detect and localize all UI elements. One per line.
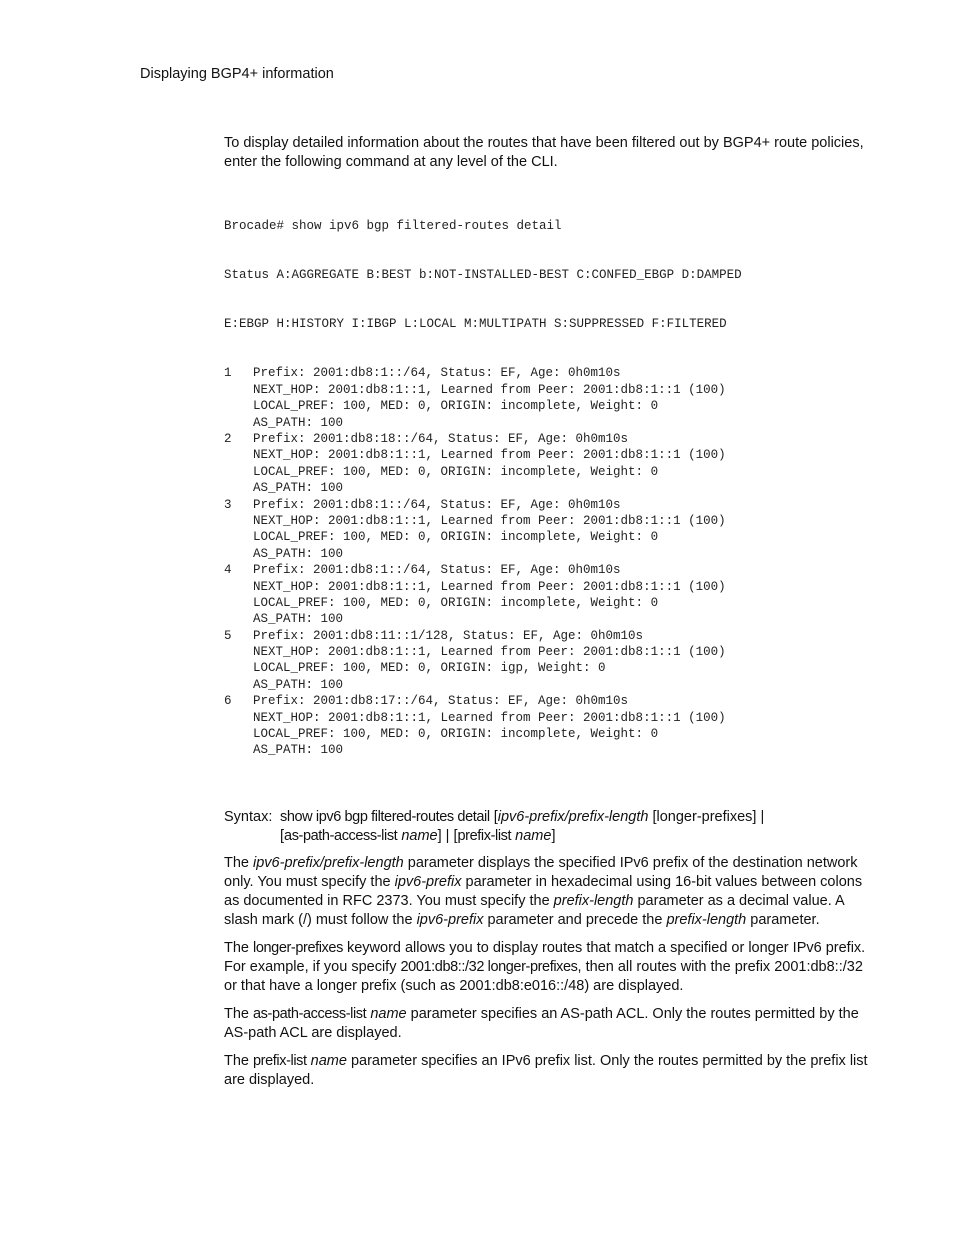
route-line-next-hop [224, 644, 874, 660]
route-field: Prefix: 2001:db8:1::/64, Status: EF, Age: 0h0m10s [253, 366, 621, 381]
route-number [224, 464, 253, 480]
route-number [224, 546, 253, 562]
cli-command: Brocade# show ipv6 bgp filtered-routes detail [224, 218, 562, 233]
route-number [224, 579, 253, 595]
paragraph-prefix-length [224, 854, 874, 930]
page-header: Displaying BGP4+ information [140, 66, 334, 82]
route-field: AS_PATH: 100 [253, 612, 344, 627]
route-line-local-pref [224, 529, 874, 545]
route-number: 2 [224, 431, 232, 446]
route-field: LOCAL_PREF: 100, MED: 0, ORIGIN: incomplete, Weight: 0 [253, 595, 659, 610]
param-name: prefix-length [553, 892, 634, 909]
cli-output-block [224, 185, 874, 792]
syntax-option-longer: [longer-prefixes] | [648, 808, 765, 825]
text: The [224, 854, 254, 871]
syntax-bracket: [ [489, 808, 498, 825]
route-field: AS_PATH: 100 [253, 481, 344, 496]
route-field: NEXT_HOP: 2001:db8:1::1, Learned from Peer: 2001:db8:1::1 (100) [253, 579, 726, 594]
keyword: prefix-list [253, 1052, 307, 1069]
text: The [224, 1052, 254, 1069]
route-number [224, 513, 253, 529]
route-number [224, 726, 253, 742]
route-field: LOCAL_PREF: 100, MED: 0, ORIGIN: incomplete, Weight: 0 [253, 399, 659, 414]
route-number [224, 447, 253, 463]
route-field: AS_PATH: 100 [253, 415, 344, 430]
keyword: 2001:db8::/32 longer-prefixes [400, 958, 578, 975]
syntax-block [224, 808, 874, 846]
route-field: LOCAL_PREF: 100, MED: 0, ORIGIN: igp, Weight: 0 [253, 661, 606, 676]
route-number [224, 644, 253, 660]
route-number: 5 [224, 628, 232, 643]
route-field: LOCAL_PREF: 100, MED: 0, ORIGIN: incomplete, Weight: 0 [253, 530, 659, 545]
text: The [224, 1005, 254, 1022]
route-line-as-path [224, 611, 874, 627]
route-number: 4 [224, 563, 232, 578]
route-number [224, 480, 253, 496]
route-field: LOCAL_PREF: 100, MED: 0, ORIGIN: incomplete, Weight: 0 [253, 464, 659, 479]
route-field: AS_PATH: 100 [253, 546, 344, 561]
route-number [224, 611, 253, 627]
route-number [224, 660, 253, 676]
syntax-separator: ] | [ [437, 827, 458, 844]
route-field: NEXT_HOP: 2001:db8:1::1, Learned from Peer: 2001:db8:1::1 (100) [253, 645, 726, 660]
route-number [224, 382, 253, 398]
route-number: 3 [224, 497, 232, 512]
route-line-as-path [224, 480, 874, 496]
route-entry [224, 431, 874, 497]
param-name: ipv6-prefix [416, 911, 484, 928]
route-line-local-pref [224, 726, 874, 742]
route-field: Prefix: 2001:db8:18::/64, Status: EF, Age: 0h0m10s [253, 431, 629, 446]
text: parameter and precede the [483, 911, 667, 928]
route-number: 1 [224, 366, 232, 381]
syntax-bracket: ] [551, 827, 556, 844]
syntax-keyword-as-path: as-path-access-list [284, 827, 398, 844]
route-line-prefix [224, 497, 874, 513]
param-name: ipv6-prefix [394, 873, 462, 890]
route-number [224, 529, 253, 545]
intro-paragraph: To display detailed information about the routes that have been filtered out by BGP4+ route policies, enter the following command at any level of the CLI. [224, 135, 864, 170]
route-field: NEXT_HOP: 2001:db8:1::1, Learned from Peer: 2001:db8:1::1 (100) [253, 513, 726, 528]
route-list [224, 365, 874, 758]
route-entry [224, 628, 874, 694]
route-line-next-hop [224, 513, 874, 529]
route-line-local-pref [224, 464, 874, 480]
route-field: NEXT_HOP: 2001:db8:1::1, Learned from Peer: 2001:db8:1::1 (100) [253, 710, 726, 725]
route-line-as-path [224, 546, 874, 562]
text: parameter in hexadecimal using 16-bit values between colons as documented in RFC 2373. You must specify the [224, 873, 863, 909]
param-name: name [366, 1005, 407, 1022]
route-line-as-path [224, 742, 874, 758]
route-line-local-pref [224, 398, 874, 414]
param-name: ipv6-prefix/prefix-length [253, 854, 404, 871]
route-entry [224, 693, 874, 759]
route-line-next-hop [224, 382, 874, 398]
route-number [224, 677, 253, 693]
text: parameter as a decimal value. A slash mark (/) must follow the [224, 892, 844, 928]
route-field: AS_PATH: 100 [253, 743, 344, 758]
text: parameter displays the specified IPv6 prefix of the destination network only. You must specify the [224, 854, 858, 890]
route-line-next-hop [224, 710, 874, 726]
text: keyword allows you to display routes that match a specified or longer IPv6 prefix. For example, if you specify [224, 939, 866, 975]
status-legend-line: E:EBGP H:HISTORY I:IBGP L:LOCAL M:MULTIPATH S:SUPPRESSED F:FILTERED [224, 317, 727, 332]
route-field: Prefix: 2001:db8:11::1/128, Status: EF, Age: 0h0m10s [253, 628, 644, 643]
route-line-next-hop [224, 579, 874, 595]
syntax-arg-name: name [511, 827, 552, 844]
status-legend-line: Status A:AGGREGATE B:BEST b:NOT-INSTALLED-BEST C:CONFED_EBGP D:DAMPED [224, 268, 742, 283]
param-name: prefix-length [666, 911, 747, 928]
route-line-prefix [224, 431, 874, 447]
syntax-arg-prefix: ipv6-prefix/prefix-length [497, 808, 649, 825]
syntax-bracket: [ [280, 827, 285, 844]
text: parameter. [746, 911, 820, 928]
route-number [224, 398, 253, 414]
route-line-as-path [224, 677, 874, 693]
route-entry [224, 365, 874, 431]
keyword: as-path-access-list [253, 1005, 367, 1022]
paragraph-longer-prefixes [224, 939, 874, 996]
route-number [224, 742, 253, 758]
route-line-next-hop [224, 447, 874, 463]
text: The [224, 939, 254, 956]
route-number: 6 [224, 694, 232, 709]
syntax-command: show ipv6 bgp filtered-routes detail [280, 808, 490, 825]
route-entry [224, 497, 874, 563]
route-line-prefix [224, 693, 874, 709]
route-field: LOCAL_PREF: 100, MED: 0, ORIGIN: incomplete, Weight: 0 [253, 727, 659, 742]
syntax-keyword-prefix-list: prefix-list [457, 827, 512, 844]
route-line-prefix [224, 562, 874, 578]
text: parameter specifies an AS-path ACL. Only the routes permitted by the AS-path ACL are displayed. [224, 1005, 859, 1041]
route-line-prefix [224, 365, 874, 381]
text: , then all routes with the prefix 2001:db8::/32 or that have a longer prefix (such as 2001:db8:e016::/48) are displayed. [224, 958, 863, 994]
paragraph-prefix-list [224, 1052, 874, 1090]
param-name: name [306, 1052, 347, 1069]
syntax-label: Syntax: [224, 808, 273, 825]
route-entry [224, 562, 874, 628]
route-field: Prefix: 2001:db8:1::/64, Status: EF, Age: 0h0m10s [253, 563, 621, 578]
route-number [224, 595, 253, 611]
syntax-body [280, 808, 874, 846]
route-field: NEXT_HOP: 2001:db8:1::1, Learned from Peer: 2001:db8:1::1 (100) [253, 448, 726, 463]
route-line-local-pref [224, 660, 874, 676]
route-line-as-path [224, 415, 874, 431]
route-line-prefix [224, 628, 874, 644]
text: parameter specifies an IPv6 prefix list. Only the routes permitted by the prefix list are displayed. [224, 1052, 868, 1088]
syntax-arg-name: name [397, 827, 438, 844]
route-number [224, 710, 253, 726]
main-content [224, 134, 874, 1090]
paragraph-as-path-access-list [224, 1005, 874, 1043]
route-field: Prefix: 2001:db8:1::/64, Status: EF, Age: 0h0m10s [253, 497, 621, 512]
route-field: NEXT_HOP: 2001:db8:1::1, Learned from Peer: 2001:db8:1::1 (100) [253, 382, 726, 397]
route-field: AS_PATH: 100 [253, 677, 344, 692]
route-line-local-pref [224, 595, 874, 611]
keyword: longer-prefixes [253, 939, 343, 956]
route-number [224, 415, 253, 431]
route-field: Prefix: 2001:db8:17::/64, Status: EF, Age: 0h0m10s [253, 694, 629, 709]
